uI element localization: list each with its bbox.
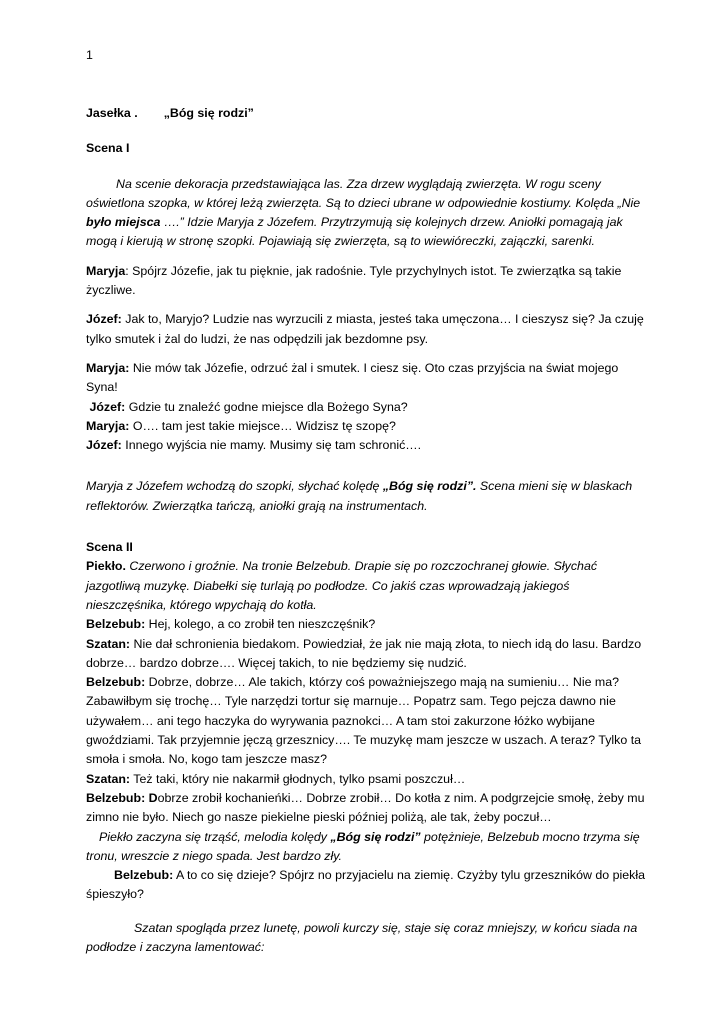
dialogue-line — [86, 398, 646, 417]
scene1-outro — [86, 477, 646, 516]
stage-text-2: potężnieje, Belzebub mocno trzyma się tronu, wreszcie z niego spada. Jest bardzo zły. — [86, 829, 640, 863]
speaker-name: Józef: — [86, 312, 122, 327]
outro-text-2: Scena mieni się w blaskach reflektorów. Zwierzątka tańczą, aniołki grają na instrumentach. — [86, 479, 633, 513]
line-text: Nie mów tak Józefie, odrzuć żal i smutek. I ciesz się. Oto czas przyjścia na świat mojego Syna! — [86, 360, 619, 395]
intro-text: Na scenie dekoracja przedstawiająca las. Zza drzew wyglądają zwierzęta. W rogu sceny oświetlona szopka, w której leżą zwierzęta. Są to dzieci ubrane w odpowiednie kostiumy. Kolęda „Nie — [86, 176, 641, 210]
stage-bold: „Bóg się rodzi” — [330, 829, 421, 844]
dialogue-line — [86, 866, 646, 905]
page-number: 1 — [86, 48, 93, 62]
speaker-name: Józef: — [86, 438, 122, 453]
line-text: Dobrze, dobrze… Ale takich, którzy coś poważniejszego mają na sumieniu… Nie ma? Zabawiłbym się trochę… Tyle narzędzi tortur się marnuje… Popatrz sam. Tego pejcza dawno nie używałem… ani tego haczyka do wyrywania paznokci… A tam stoi zakurzone łóżko wybijane gwoździami. Tak przyjemnie jęczą grzesznicy…. Te muzykę mam jeszcze w uszach. A teraz? Tylko ta smoła i smoła. No, kogo tam jeszcze masz? — [86, 675, 642, 767]
dialogue-line — [86, 417, 646, 436]
outro-bold: „Bóg się rodzi”. — [382, 479, 477, 494]
dialogue-line — [86, 436, 646, 455]
dialogue-line — [86, 359, 646, 398]
intro-bold: było miejsca — [86, 215, 161, 230]
stage-direction — [86, 828, 646, 867]
dialogue-line — [86, 262, 646, 301]
title-right: „Bóg się rodzi” — [163, 106, 254, 120]
line-text: Innego wyjścia nie mamy. Musimy się tam schronić…. — [121, 438, 422, 453]
speaker-name: Belzebub: D — [86, 790, 158, 805]
dialogue-line — [86, 673, 646, 769]
setting-text: Czerwono i groźnie. Na tronie Belzebub. Drapie się po rozczochranej głowie. Słychać jazgotliwą muzykę. Diabełki się turlają po podłodze. Co jakiś czas wprowadzają jakiegoś nieszczęśnika, którego wpychają do kotła. — [86, 559, 598, 612]
dialogue-line — [86, 635, 646, 674]
line-text: Nie dał schronienia biedakom. Powiedział, że jak nie mają złota, to niech idą do lasu. Bardzo dobrze… bardzo dobrze…. Więcej takich, to nie będziemy się nudzić. — [86, 636, 642, 670]
document-body — [86, 104, 646, 957]
speaker-name: Belzebub: — [86, 675, 146, 690]
dialogue-line — [86, 789, 646, 828]
speaker-name: Belzebub: — [86, 617, 146, 632]
line-text: A to co się dzieje? Spójrz no przyjacielu na ziemię. Czyżby tylu grzeszników do piekła śpieszyło? — [86, 868, 645, 902]
scene1-heading: Scena I — [86, 141, 130, 156]
speaker-name: Maryja — [86, 263, 126, 278]
scene1-intro — [86, 175, 646, 252]
stage-text: Piekło zaczyna się trząść, melodia kolędy — [99, 829, 331, 844]
line-text: Gdzie tu znaleźć godne miejsce dla Bożego Syna? — [125, 399, 408, 414]
speaker-name: Szatan: — [86, 771, 131, 786]
speaker-name: Szatan: — [86, 636, 131, 651]
scene2-heading: Scena II — [86, 540, 133, 555]
speaker-name: Maryja: — [86, 418, 130, 433]
intro-text-2: ….” Idzie Maryja z Józefem. Przytrzymują się kolejnych drzew. Aniołki pomagają jak mogą i kierują w stronę szopki. Pojawiają się zwierzęta, są to wiewióreczki, zajączki, sarenki. — [86, 215, 623, 249]
speaker-name: Maryja: — [86, 360, 130, 375]
dialogue-line — [86, 770, 646, 789]
line-text: Też taki, który nie nakarmił głodnych, tylko psami poszczuł… — [130, 771, 466, 786]
setting-label: Piekło. — [86, 559, 126, 574]
stage-direction: Szatan spogląda przez lunetę, powoli kurczy się, staje się coraz mniejszy, w końcu siada na podłodze i zaczyna lamentować: — [86, 920, 638, 954]
line-text: : Spójrz Józefie, jak tu pięknie, jak radośnie. Tyle przychylnych istot. Te zwierzątka są takie życzliwe. — [86, 263, 622, 298]
line-text: Jak to, Maryjo? Ludzie nas wyrzucili z miasta, jesteś taka umęczona… I cieszysz się? Ja czuję tylko smutek i żal do ludzi, że nas odpędzili jak bezdomne psy. — [86, 312, 644, 346]
outro-text: Maryja z Józefem wchodzą do szopki, słychać kolędę — [86, 479, 383, 494]
line-text: O…. tam jest takie miejsce… Widzisz tę szopę? — [129, 418, 396, 433]
dialogue-line — [86, 310, 646, 349]
document-title — [86, 104, 646, 123]
scene2-setting — [86, 557, 646, 615]
dialogue-line — [86, 615, 646, 634]
title-left: Jasełka . — [86, 106, 138, 120]
speaker-name: Józef: — [89, 399, 126, 414]
line-text: Hej, kolego, a co zrobił ten nieszczęśnik? — [145, 617, 376, 632]
speaker-name: Belzebub: — [114, 868, 174, 883]
line-text: obrze zrobił kochanieńki… Dobrze zrobił… Do kotła z nim. A podgrzejcie smołę, żeby mu zimno nie było. Niech go nasze piekielne pieski później poliżą, ale tak, żeby poczuł… — [86, 790, 645, 825]
